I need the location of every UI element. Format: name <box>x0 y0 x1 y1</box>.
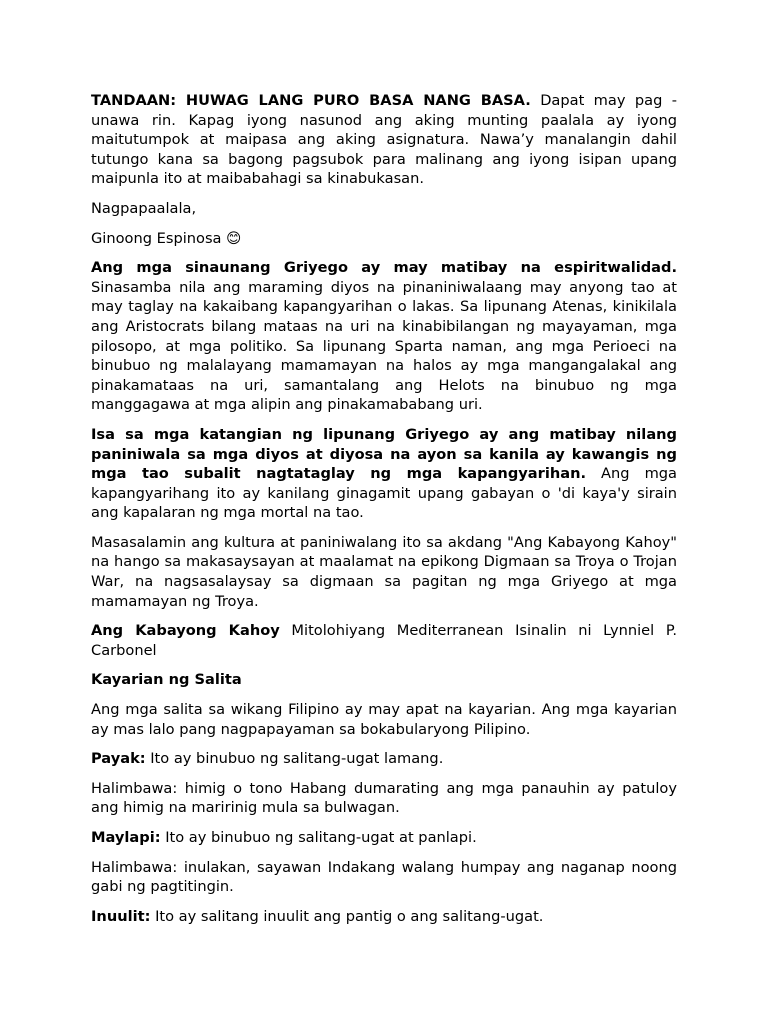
griyego-text: Sinasamba nila ang maraming diyos na pinaniniwalaang may anyong tao at may taglay na kakaibang kapangyarihan o lakas. Sa lipunang Atenas, kinikilala ang Aristocrats bilang mataas na uri na kinabibilangan ng mayayaman, mga pilosopo, at mga politiko. Sa lipunang Sparta naman, ang mga Perioeci na binubuo ng malalayang mamamayan na halos ay mga mangangalakal ang pinakamataas na uri, samantalang ang Helots na binubuo ng mga manggagawa at mga alipin ang pinakamababang uri. <box>91 278 677 414</box>
maylapi-label: Maylapi: <box>91 829 161 846</box>
definition-maylapi <box>91 828 677 848</box>
intro-paragraph <box>91 91 677 189</box>
example-payak: Halimbawa: himig o tono Habang dumarating ang mga panauhin ay patuloy ang himig na maririnig mula sa bulwagan. <box>91 779 677 817</box>
paragraph-katangian <box>91 425 677 523</box>
maylapi-text: Ito ay binubuo ng salitang-ugat at panlapi. <box>165 829 477 846</box>
kabayong-kahoy-credit: Mitolohiyang Mediterranean Isinalin ni Lynniel P. Carbonel <box>91 622 678 659</box>
paragraph-masasalamin: Masasalamin ang kultura at paniniwalang ito sa akdang "Ang Kabayong Kahoy" na hango sa makasaysayan at maalamat na epikong Digmaan sa Troya o Trojan War, na nagsasalaysay sa digmaan sa pagitan ng mga Griyego at mga mamamayan ng Troya. <box>91 533 677 610</box>
definition-payak <box>91 749 677 769</box>
example-maylapi: Halimbawa: inulakan, sayawan Indakang walang humpay ang naganap noong gabi ng pagtitingin. <box>91 858 677 896</box>
definition-inuulit <box>91 907 677 927</box>
closing-signature: Ginoong Espinosa 😊 <box>91 229 242 247</box>
katangian-text: Ang mga kapangyarihang ito ay kanilang ginagamit upang gabayan o 'di kaya'y sirain ang kapalaran ng mga mortal na tao. <box>91 465 677 522</box>
intro-bold-reminder: TANDAAN: HUWAG LANG PURO BASA NANG BASA. <box>91 92 531 109</box>
closing-greeting: Nagpapaalala, <box>91 199 197 217</box>
katangian-bold-lead: Isa sa mga katangian ng lipunang Griyego ay ang matibay nilang paniniwala sa mga diyos at diyosa na ayon sa kanila ay kawangis ng mga tao subalit nagtataglay ng mga kapangyarihan. <box>91 425 677 483</box>
payak-text: Ito ay binubuo ng salitang-ugat lamang. <box>150 750 444 768</box>
document-page <box>91 91 677 936</box>
paragraph-kabayong-kahoy <box>91 621 677 660</box>
inuulit-label: Inuulit: <box>91 907 151 925</box>
inuulit-text: Ito ay salitang inuulit ang pantig o ang salitang-ugat. <box>155 907 544 925</box>
kayarian-intro: Ang mga salita sa wikang Filipino ay may apat na kayarian. Ang mga kayarian ay mas lalo pang nagpapayaman sa bokabularyong Pilipino. <box>91 701 677 738</box>
paragraph-griyego <box>91 258 677 415</box>
griyego-bold-lead: Ang mga sinaunang Griyego ay may matibay na espiritwalidad. <box>91 259 677 277</box>
payak-label: Payak: <box>91 750 146 768</box>
kabayong-kahoy-title: Ang Kabayong Kahoy <box>91 622 280 640</box>
section-heading-kayarian: Kayarian ng Salita <box>91 671 242 689</box>
intro-text: Dapat may pag - unawa rin. Kapag iyong nasunod ang aking munting paalala ay iyong maitutumpok at maipasa ang aking asignatura. Nawa’y manalangin dahil tutungo kana sa bagong pagsubok para malinang ang iyong isipan upang maipunla ito at maibabahagi sa kinabukasan. <box>91 92 677 188</box>
